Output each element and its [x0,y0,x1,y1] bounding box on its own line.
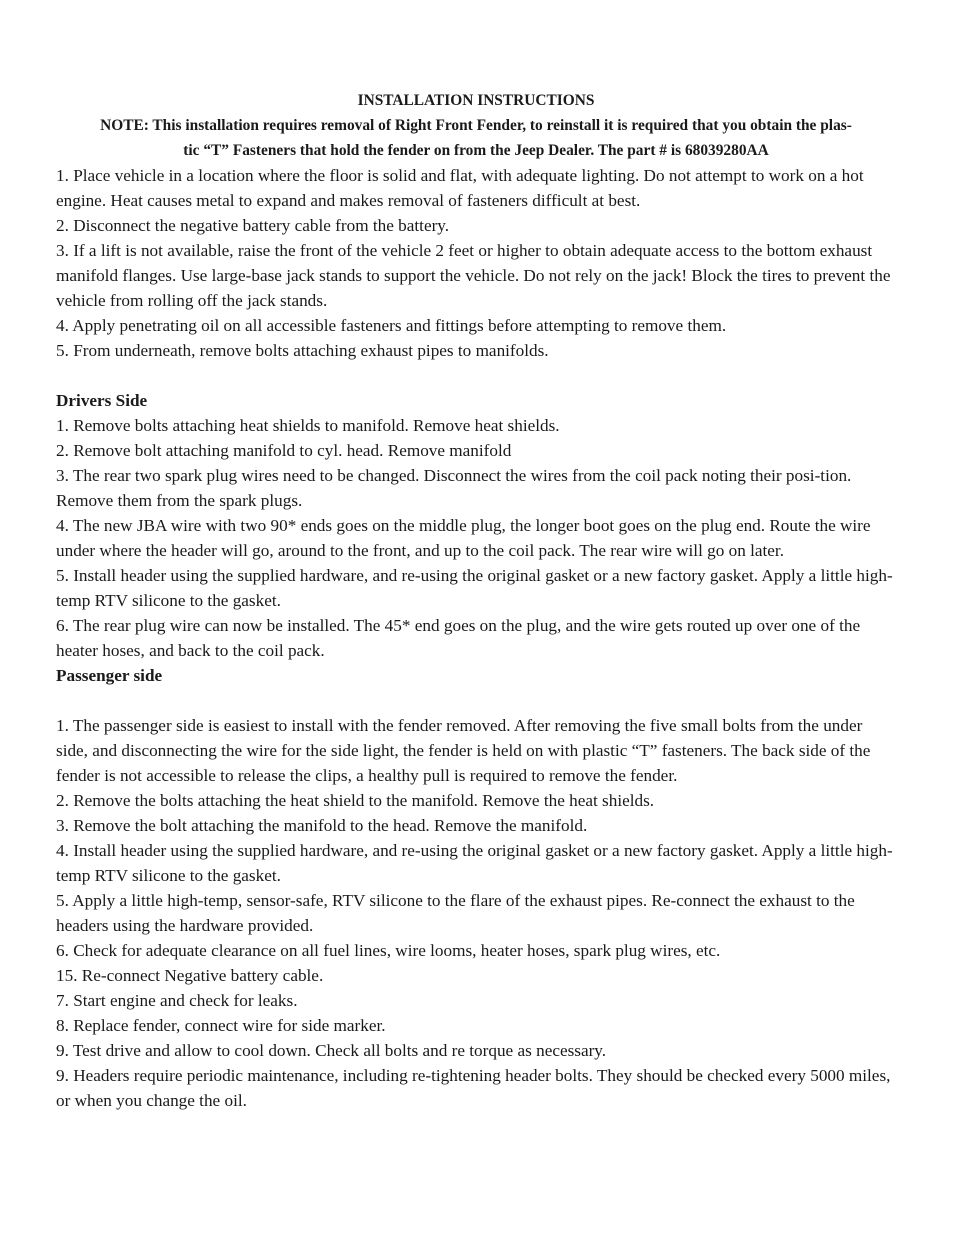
drivers-step: 5. Install header using the supplied hardware, and re-using the original gasket or a new factory gasket. Apply a little high-temp RTV silicone to the gasket. [56,566,893,610]
note-line-2: tic “T” Fasteners that hold the fender on from the Jeep Dealer. The part # is 68039280AA [183,142,769,159]
passenger-side-heading: Passenger side [56,666,163,685]
drivers-step: 4. The new JBA wire with two 90* ends goes on the middle plug, the longer boot goes on the plug end. Route the wire under where the header will go, around to the front, and up to the coil pack. The rear wire will go on later. [56,516,871,560]
passenger-step: 2. Remove the bolts attaching the heat shield to the manifold. Remove the heat shields. [56,791,655,810]
passenger-step: 1. The passenger side is easiest to install with the fender removed. After removing the five small bolts from the under side, and disconnecting the wire for the side light, the fender is held on with plastic “T” fasteners. The back side of the fender is not accessible to release the clips, a healthy pull is required to remove the fender. [56,716,871,785]
document-page [56,88,896,1113]
passenger-step: 6. Check for adequate clearance on all fuel lines, wire looms, heater hoses, spark plug wires, etc. [56,941,721,960]
drivers-side-heading: Drivers Side [56,391,148,410]
drivers-step: 1. Remove bolts attaching heat shields to manifold. Remove heat shields. [56,416,560,435]
general-step: 3. If a lift is not available, raise the front of the vehicle 2 feet or higher to obtain adequate access to the bottom exhaust manifold flanges. Use large-base jack stands to support the vehicle. Do not rely on the jack! Block the tires to prevent the vehicle from rolling off the jack stands. [56,241,891,310]
general-steps [56,163,896,363]
passenger-step: 5. Apply a little high-temp, sensor-safe, RTV silicone to the flare of the exhaust pipes. Re-connect the exhaust to the headers using the hardware provided. [56,891,855,935]
document-title: INSTALLATION INSTRUCTIONS [357,92,595,109]
passenger-step: 15. Re-connect Negative battery cable. [56,966,324,985]
passenger-step: 8. Replace fender, connect wire for side marker. [56,1016,386,1035]
drivers-steps [56,413,896,663]
spacer [56,363,896,388]
passenger-step: 3. Remove the bolt attaching the manifold to the head. Remove the manifold. [56,816,588,835]
passenger-step: 4. Install header using the supplied hardware, and re-using the original gasket or a new factory gasket. Apply a little high-temp RTV silicone to the gasket. [56,841,893,885]
general-step: 4. Apply penetrating oil on all accessible fasteners and fittings before attempting to remove them. [56,316,727,335]
drivers-step: 6. The rear plug wire can now be installed. The 45* end goes on the plug, and the wire gets routed up over one of the heater hoses, and back to the coil pack. [56,616,861,660]
drivers-step: 3. The rear two spark plug wires need to be changed. Disconnect the wires from the coil pack noting their posi-tion. Remove them from the spark plugs. [56,466,852,510]
passenger-steps [56,713,896,1113]
note-line-1: NOTE: This installation requires removal of Right Front Fender, to reinstall it is required that you obtain the plas- [100,117,852,134]
passenger-step: 9. Headers require periodic maintenance, including re-tightening header bolts. They should be checked every 5000 miles, or when you change the oil. [56,1066,891,1110]
general-step: 5. From underneath, remove bolts attaching exhaust pipes to manifolds. [56,341,549,360]
drivers-step: 2. Remove bolt attaching manifold to cyl. head. Remove manifold [56,441,512,460]
general-step: 2. Disconnect the negative battery cable from the battery. [56,216,450,235]
general-step: 1. Place vehicle in a location where the floor is solid and flat, with adequate lighting. Do not attempt to work on a hot engine. Heat causes metal to expand and makes removal of fasteners difficult at best. [56,166,864,210]
spacer [56,688,896,713]
passenger-step: 9. Test drive and allow to cool down. Check all bolts and re torque as necessary. [56,1041,607,1060]
passenger-step: 7. Start engine and check for leaks. [56,991,298,1010]
